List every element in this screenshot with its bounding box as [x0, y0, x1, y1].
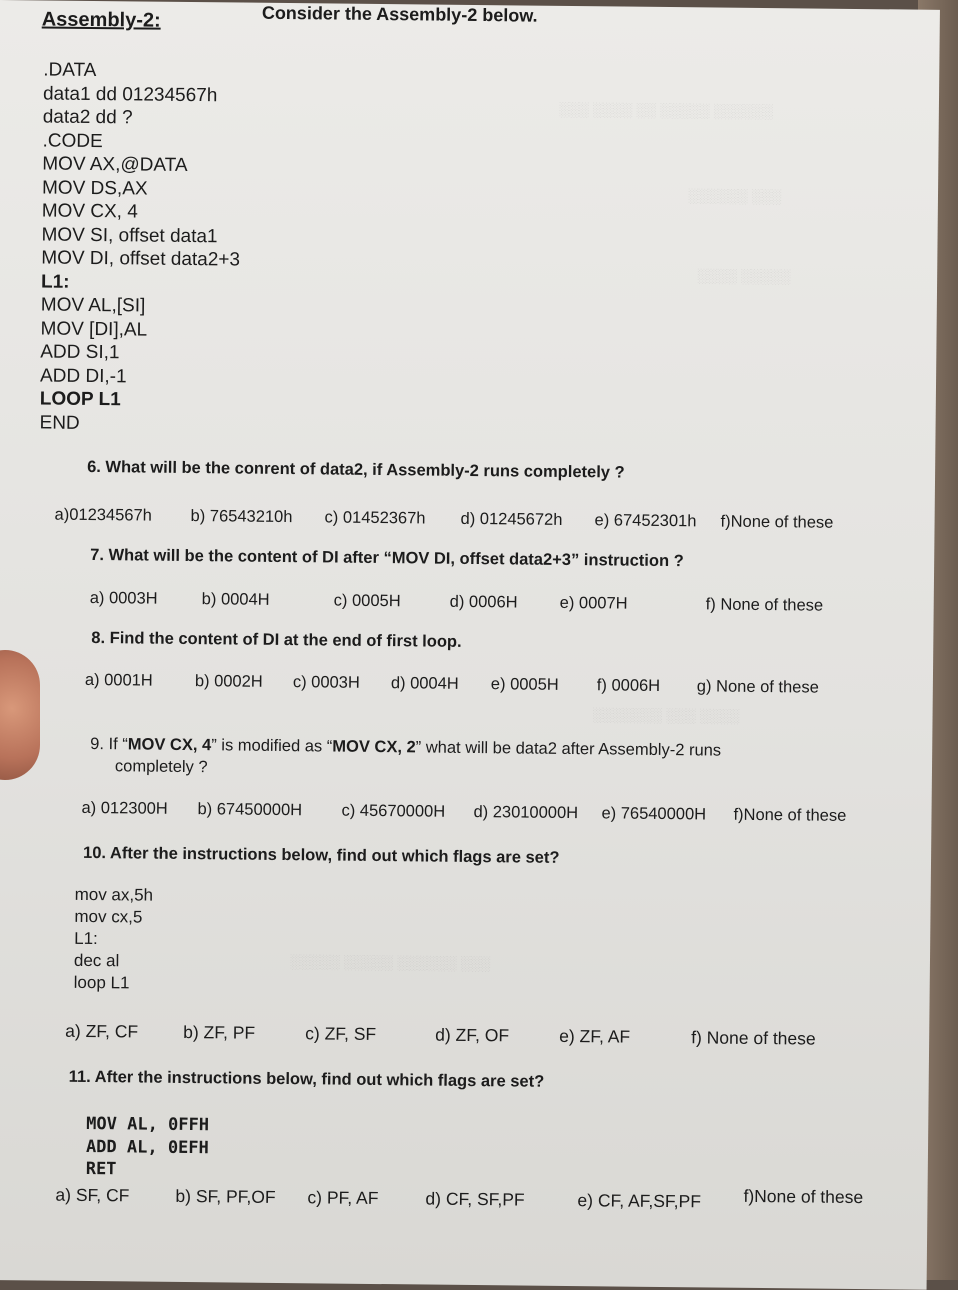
- option-c: c) ZF, SF: [305, 1023, 377, 1044]
- code-line: ADD SI,1: [40, 341, 120, 364]
- option-d: d) ZF, OF: [435, 1024, 510, 1046]
- code-line: END: [39, 411, 80, 434]
- option-d: d) 01245672h: [460, 509, 563, 529]
- code-line: MOV DI, offset data2+3: [41, 247, 241, 271]
- code-line: mov cx,5: [74, 906, 143, 927]
- option-b: b) ZF, PF: [183, 1021, 256, 1043]
- thumb-holding-page: [0, 650, 40, 780]
- header-instruction: Consider the Assembly-2 below.: [261, 2, 538, 26]
- question-11-options: [0, 1184, 928, 1218]
- option-c: c) 01452367h: [324, 508, 426, 528]
- assembly-code-block: [39, 58, 242, 436]
- option-f: f) None of these: [705, 595, 824, 615]
- question-8-text: 8. Find the content of DI at the end of first loop.: [91, 628, 462, 651]
- bleed-through-text: ░░░░░░░ ░░░ ░░░░: [592, 706, 740, 724]
- code-line: .DATA: [43, 59, 97, 82]
- option-f: f)None of these: [720, 512, 834, 532]
- code-line: mov ax,5h: [74, 884, 154, 905]
- question-number: 9.: [90, 734, 105, 754]
- option-f: f)None of these: [733, 805, 847, 825]
- question-10-text: 10. After the instructions below, find out which flags are set?: [82, 843, 560, 867]
- question-11-code: [86, 1113, 210, 1182]
- option-b: b) SF, PF,OF: [175, 1185, 276, 1207]
- question-8-options: [0, 670, 933, 704]
- option-a: a) 0001H: [84, 670, 153, 690]
- assembly-title: Assembly-2:: [41, 8, 161, 32]
- option-a: a)01234567h: [54, 505, 152, 525]
- option-a: a) 0003H: [89, 588, 158, 608]
- question-9-text-line2: completely ?: [114, 757, 208, 777]
- code-line: data1 dd 01234567h: [42, 82, 218, 106]
- option-e: e) ZF, AF: [559, 1025, 631, 1047]
- option-a: a) SF, CF: [55, 1184, 130, 1206]
- option-e: e) 0007H: [559, 593, 628, 613]
- bleed-through-text: ░░░░░ ░░░░░ ░░░░░░ ░░░: [289, 953, 491, 972]
- option-d: d) 0004H: [390, 674, 459, 693]
- code-line: MOV DS,AX: [41, 176, 148, 200]
- option-c: c) 0005H: [333, 591, 401, 611]
- bleed-through-text: ░░░ ░░░░ ░░ ░░░░░ ░░░░░░: [558, 100, 773, 120]
- code-line: MOV AL, 0FFH: [86, 1113, 210, 1136]
- code-line: MOV CX, 4: [41, 200, 138, 223]
- option-c: c) PF, AF: [307, 1187, 379, 1209]
- bleed-through-text: ░░░░ ░░░░░: [697, 267, 791, 285]
- code-line: data2 dd ?: [42, 106, 133, 129]
- code-line: L1:: [74, 928, 98, 949]
- option-b: b) 0002H: [194, 672, 263, 691]
- option-b: b) 76543210h: [190, 507, 293, 527]
- option-a: a) ZF, CF: [65, 1020, 139, 1042]
- option-e: e) CF, AF,SF,PF: [577, 1190, 702, 1212]
- option-e: e) 0005H: [490, 675, 559, 694]
- option-f: f)None of these: [743, 1185, 864, 1208]
- code-line: L1:: [40, 270, 70, 293]
- code-line: LOOP L1: [39, 388, 121, 411]
- code-line: MOV SI, offset data1: [41, 223, 218, 247]
- question-7-text: 7. What will be the content of DI after “MOV DI, offset data2+3” instruction ?: [90, 545, 684, 571]
- question-6-text: 6. What will be the conrent of data2, if Assembly-2 runs completely ?: [87, 457, 625, 482]
- question-11-text: 11. After the instructions below, find out which flags are set?: [68, 1067, 545, 1091]
- code-line: RET: [85, 1158, 117, 1180]
- option-b: b) 0004H: [201, 590, 270, 609]
- question-9-options: [0, 798, 932, 832]
- option-c: c) 0003H: [292, 673, 360, 692]
- code-line: MOV AL,[SI]: [40, 294, 146, 317]
- bleed-through-text: ░░░░░░ ░░░: [687, 187, 782, 205]
- option-f: f) 0006H: [596, 676, 661, 695]
- code-line: ADD DI,-1: [39, 364, 127, 387]
- option-e: e) 76540000H: [601, 804, 707, 824]
- question-6-options: [0, 505, 935, 539]
- option-d: d) 0006H: [449, 592, 518, 612]
- question-9-text: 9. If “MOV CX, 4” is modified as “MOV CX, 2” what will be data2 after Assembly-2 runs: [90, 734, 722, 760]
- option-a: a) 012300H: [81, 798, 168, 818]
- option-e: e) 67452301h: [594, 511, 697, 531]
- question-10-options: [0, 1020, 929, 1054]
- question-10-code: [74, 884, 154, 995]
- option-d: d) 23010000H: [473, 803, 579, 823]
- option-b: b) 67450000H: [197, 800, 303, 820]
- code-line: loop L1: [73, 972, 130, 993]
- option-f: f) None of these: [691, 1027, 816, 1049]
- code-line: .CODE: [42, 129, 103, 152]
- option-c: c) 45670000H: [341, 801, 446, 821]
- code-line: MOV [DI],AL: [40, 317, 148, 341]
- code-line: ADD AL, 0EFH: [85, 1136, 209, 1158]
- code-line: MOV AX,@DATA: [42, 153, 188, 176]
- option-g: g) None of these: [696, 677, 819, 697]
- question-7-options: [0, 588, 934, 622]
- code-line: dec al: [73, 950, 120, 971]
- option-d: d) CF, SF,PF: [425, 1188, 525, 1210]
